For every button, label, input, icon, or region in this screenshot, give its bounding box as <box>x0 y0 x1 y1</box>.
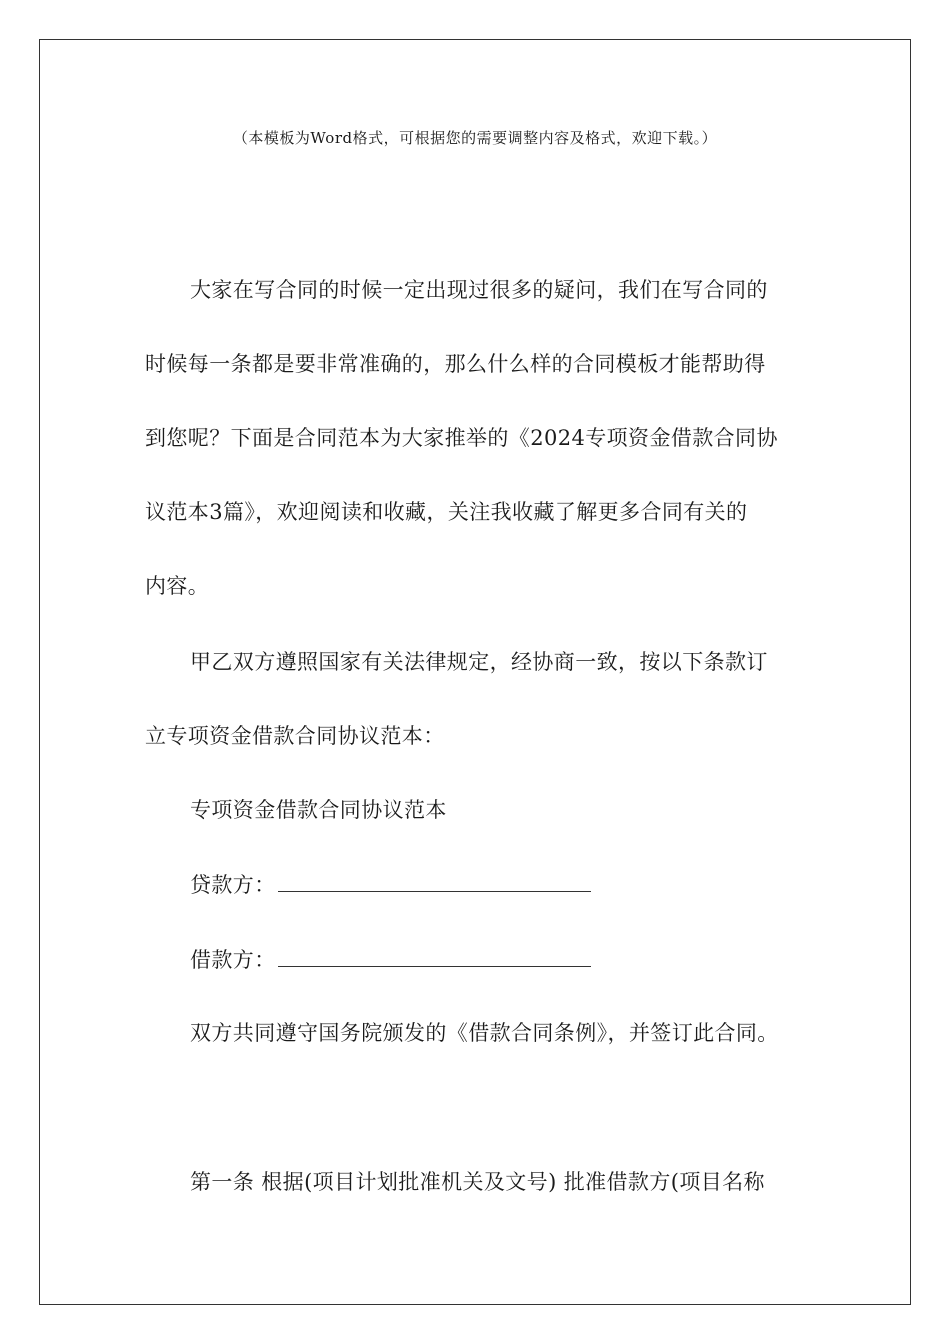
borrower-field <box>145 923 825 997</box>
intro-line: 时候每一条都是要非常准确的，那么什么样的合同模板才能帮助得 <box>145 352 766 376</box>
preamble-line: 甲乙双方遵照国家有关法律规定，经协商一致，按以下条款订 <box>190 650 768 674</box>
compliance-paragraph: 双方共同遵守国务院颁发的《借款合同条例》，并签订此合同。 <box>190 1021 779 1045</box>
article-1: 第一条 根据(项目计划批准机关及文号) 批准借款方(项目名称 <box>190 1170 765 1194</box>
borrower-blank-line[interactable] <box>278 950 591 967</box>
lender-label: 贷款方： <box>190 873 276 897</box>
intro-line: 议范本3篇》，欢迎阅读和收藏，关注我收藏了解更多合同有关的 <box>145 500 748 524</box>
intro-paragraph <box>145 253 825 623</box>
preamble-line: 立专项资金借款合同协议范本： <box>145 724 445 748</box>
intro-line: 大家在写合同的时候一定出现过很多的疑问，我们在写合同的 <box>190 278 768 302</box>
contract-title: 专项资金借款合同协议范本 <box>190 798 447 822</box>
borrower-label: 借款方： <box>190 948 276 972</box>
template-note: （本模板为Word格式，可根据您的需要调整内容及格式，欢迎下载。） <box>232 129 718 147</box>
lender-field <box>145 848 825 922</box>
preamble-paragraph <box>145 625 825 773</box>
lender-blank-line[interactable] <box>278 875 591 892</box>
intro-line: 到您呢？下面是合同范本为大家推举的《2024专项资金借款合同协 <box>145 426 778 450</box>
intro-line: 内容。 <box>145 574 210 598</box>
